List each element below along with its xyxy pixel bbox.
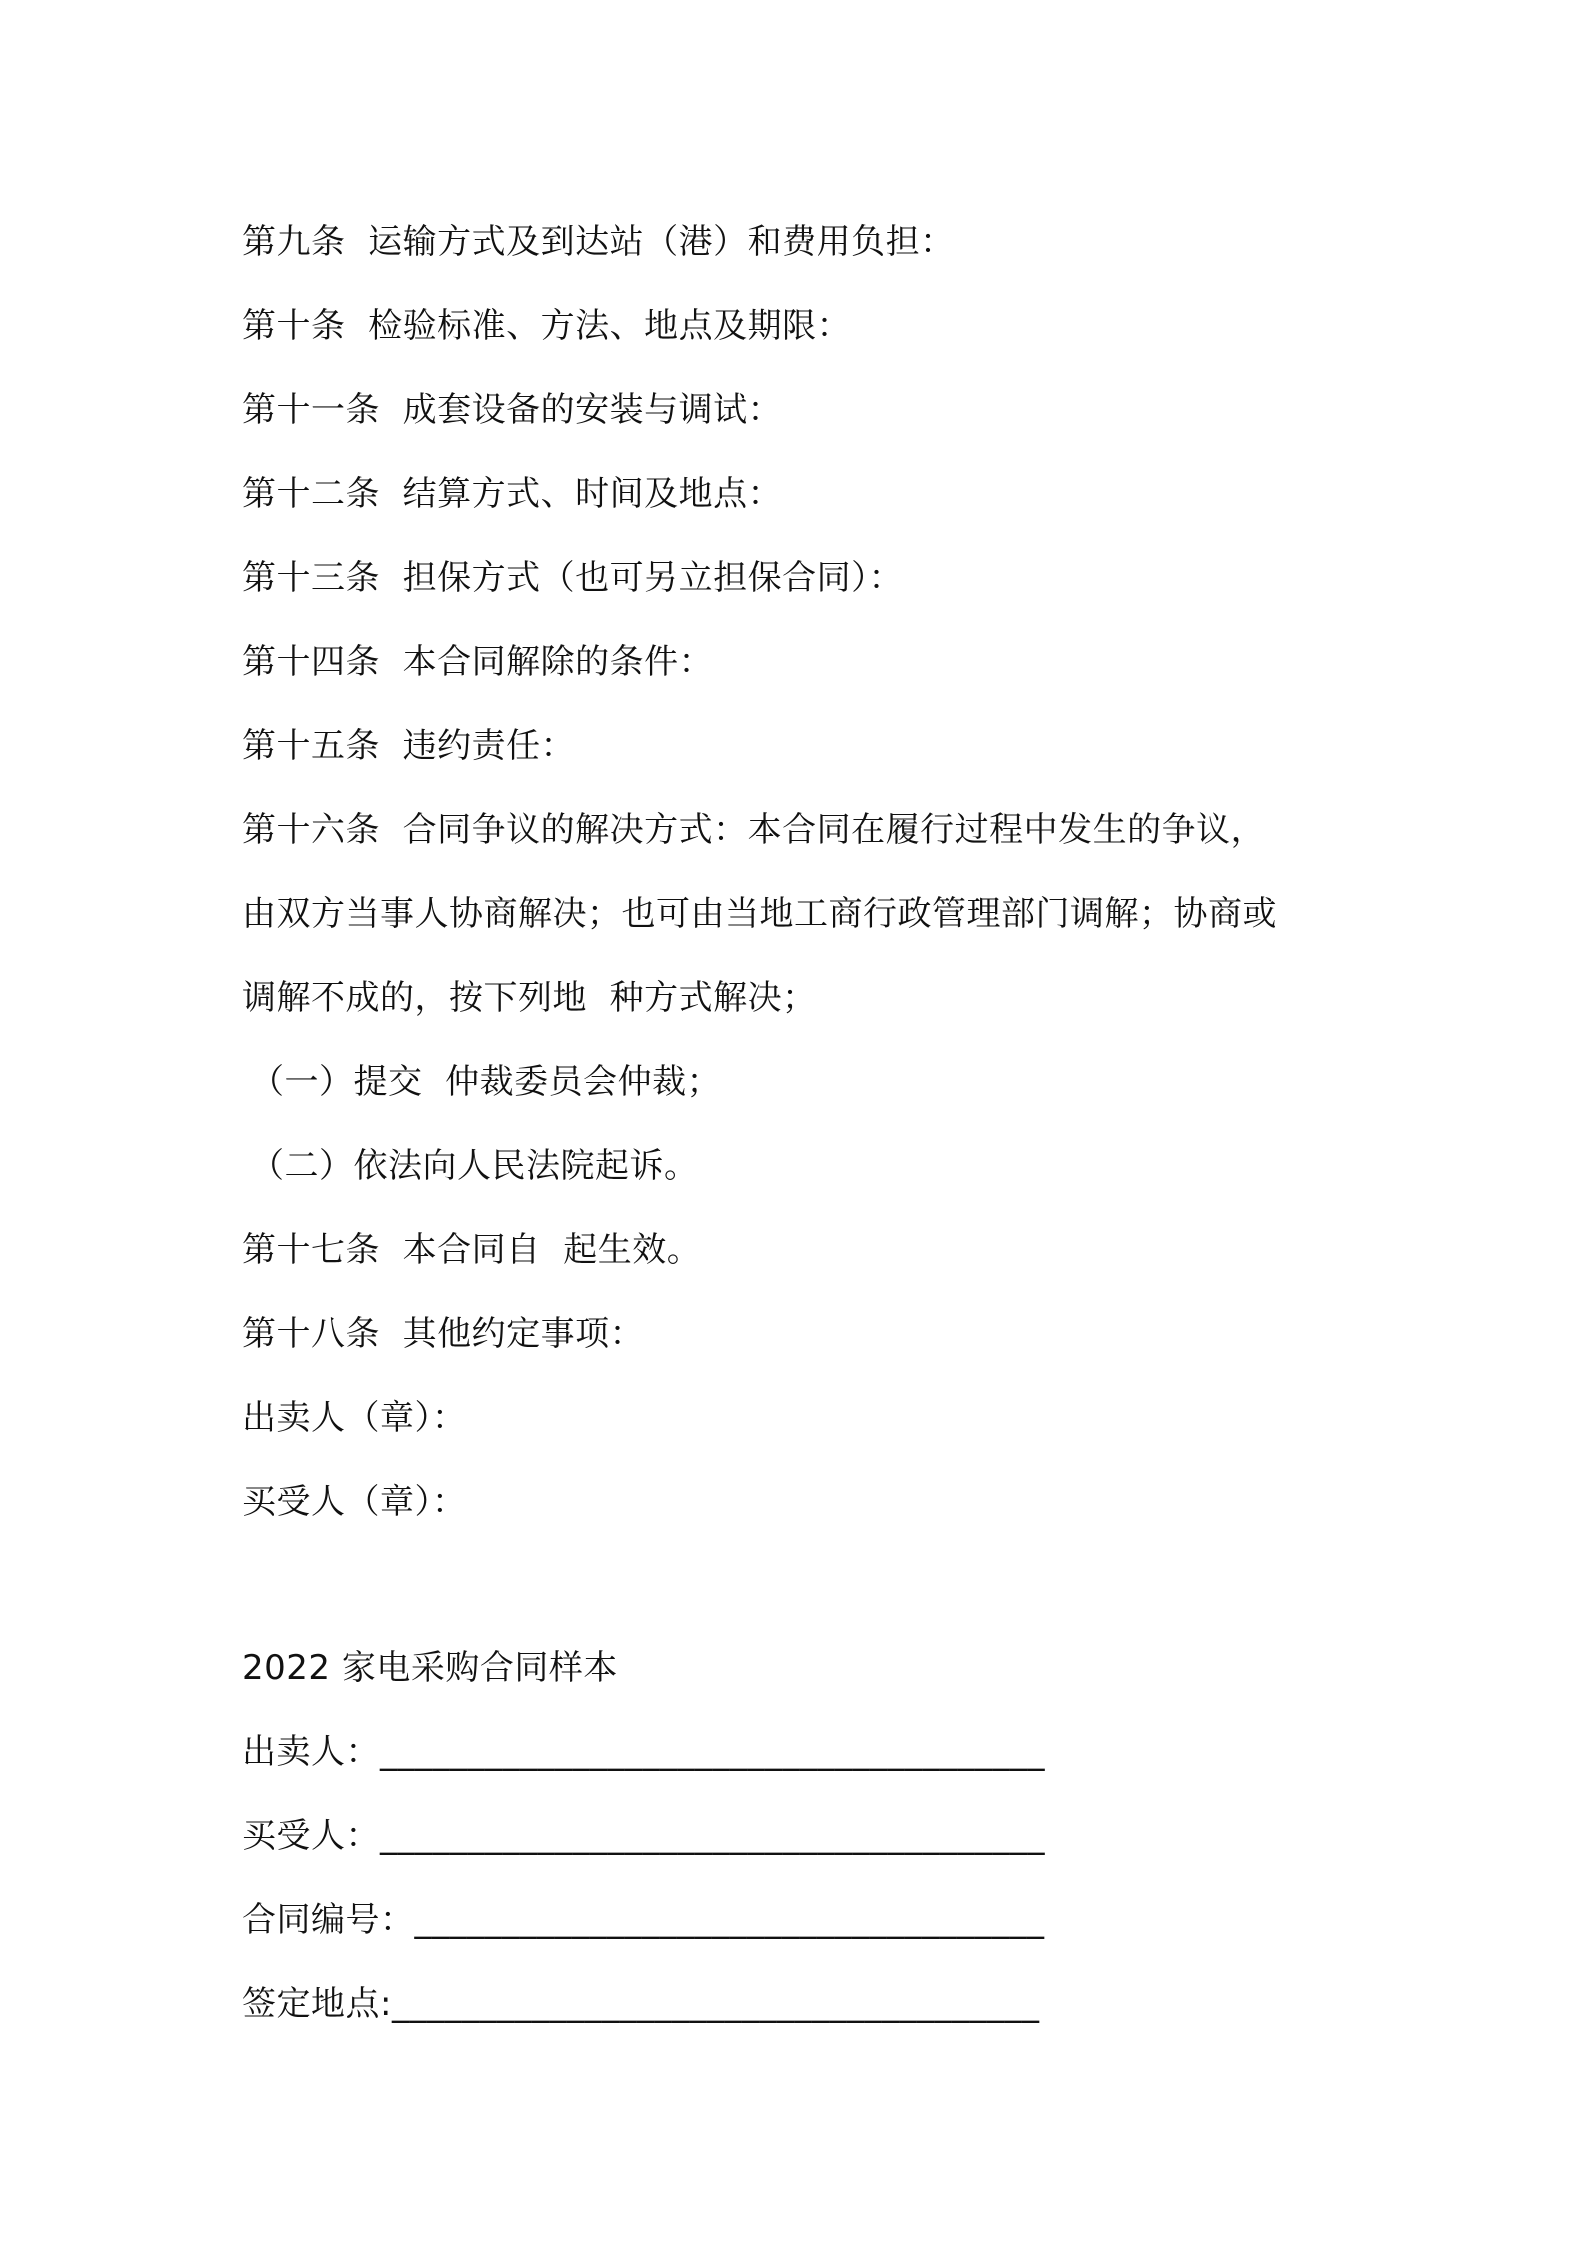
clause-16-option-1: （一）提交 仲裁委员会仲裁； <box>250 1062 722 1102</box>
clause-11: 第十一条 成套设备的安装与调试： <box>242 390 783 430</box>
contract-number-field: 合同编号：____________________________________ <box>242 1900 1045 1940</box>
seller-seal: 出卖人（章）： <box>242 1398 467 1438</box>
clause-13: 第十三条 担保方式（也可另立担保合同）： <box>242 558 904 598</box>
section-gap <box>242 1544 1362 1626</box>
buyer-field: 买受人：______________________________________ <box>242 1816 1045 1856</box>
clause-17: 第十七条 本合同自 起生效。 <box>242 1230 702 1270</box>
clause-16-line-2: 由双方当事人协商解决；也可由当地工商行政管理部门调解；协商或 <box>242 894 1277 934</box>
clause-10: 第十条 检验标准、方法、地点及期限： <box>242 306 852 346</box>
clause-14: 第十四条 本合同解除的条件： <box>242 642 714 682</box>
signing-place-field: 签定地点:_____________________________________ <box>242 1984 1040 2024</box>
seller-field: 出卖人：______________________________________ <box>242 1732 1045 1772</box>
clause-16-option-2: （二）依法向人民法院起诉。 <box>250 1146 699 1186</box>
clause-16-line-1: 第十六条 合同争议的解决方式：本合同在履行过程中发生的争议， <box>242 810 1266 850</box>
clause-15: 第十五条 违约责任： <box>242 726 576 766</box>
clause-9: 第九条 运输方式及到达站（港）和费用负担： <box>242 222 955 262</box>
document-body <box>242 200 1362 2046</box>
buyer-seal: 买受人（章）： <box>242 1482 467 1522</box>
clause-12: 第十二条 结算方式、时间及地点： <box>242 474 783 514</box>
clause-18: 第十八条 其他约定事项： <box>242 1314 645 1354</box>
clause-16-line-3: 调解不成的，按下列地 种方式解决； <box>242 978 817 1018</box>
sample-title: 2022 家电采购合同样本 <box>242 1648 618 1688</box>
